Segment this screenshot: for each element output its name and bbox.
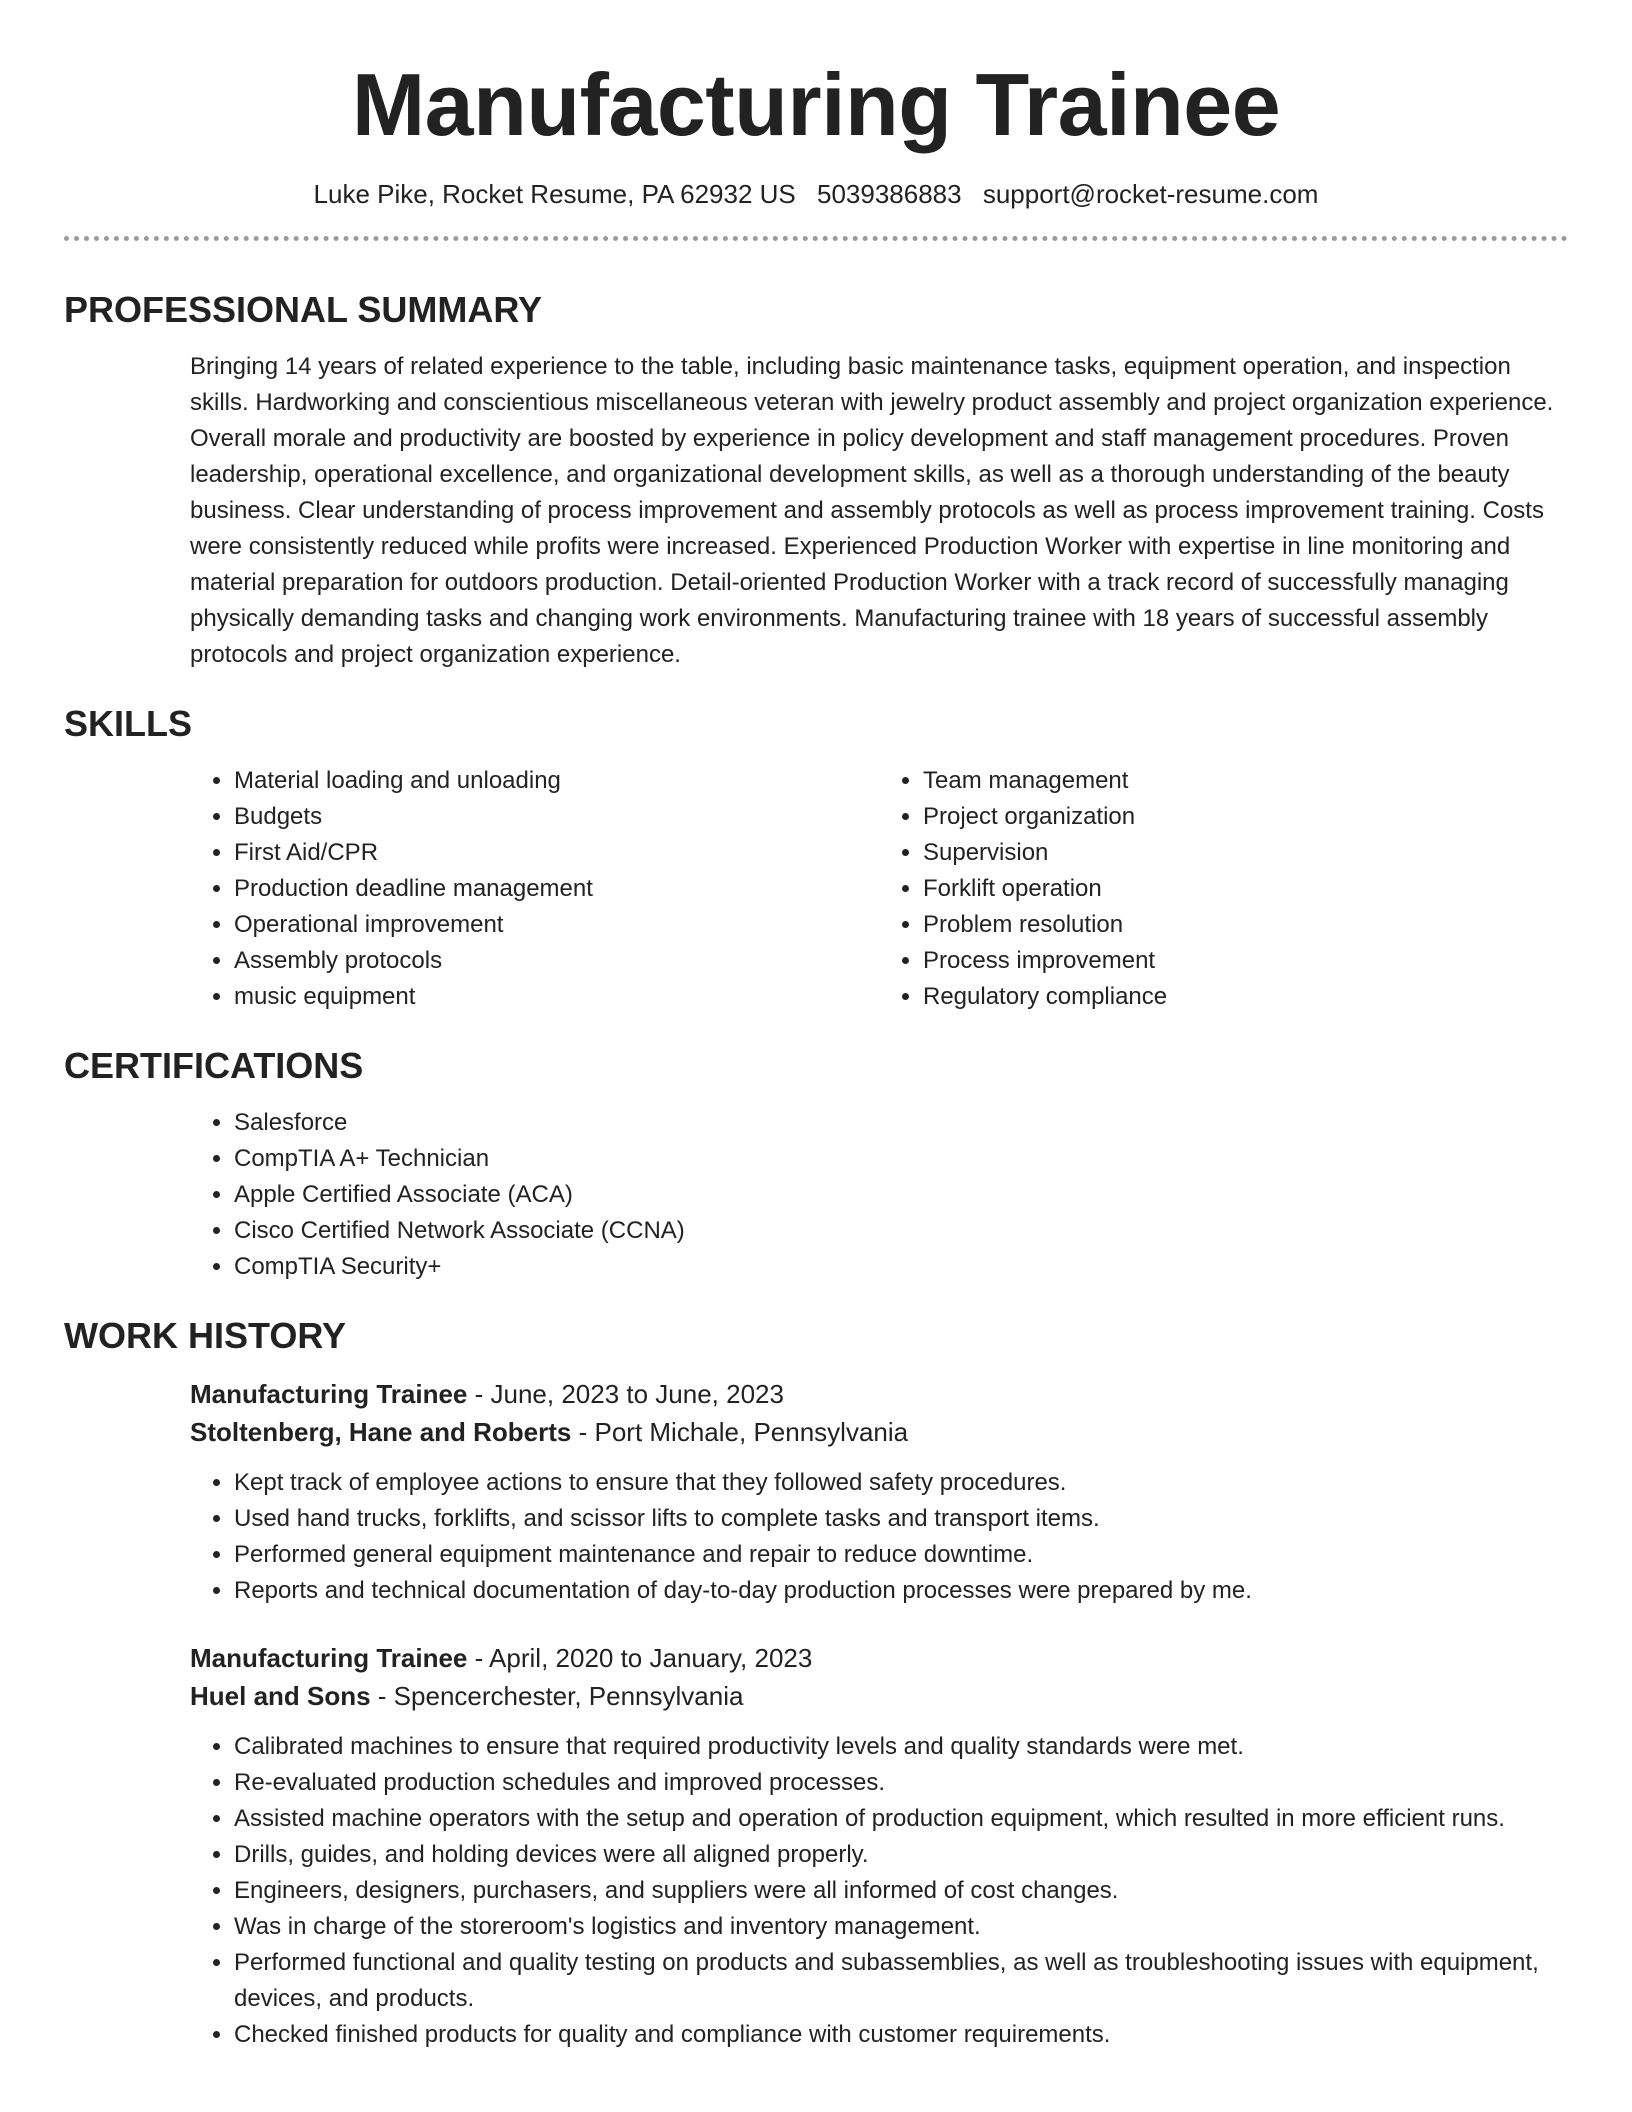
job-company-line	[190, 1677, 1568, 1715]
skill-item: • Budgets	[234, 799, 879, 835]
certification-item: • Salesforce	[234, 1105, 1568, 1141]
job-duty-item: • Performed general equipment maintenance and repair to reduce downtime.	[234, 1537, 1568, 1573]
job-dates: - April, 2020 to January, 2023	[467, 1643, 813, 1673]
job-duty-item: • Was in charge of the storeroom's logistics and inventory management.	[234, 1909, 1568, 1945]
skills-section	[64, 699, 1568, 1015]
job-title: Manufacturing Trainee	[190, 1643, 468, 1673]
skill-item: • music equipment	[234, 979, 879, 1015]
job-duty-item: • Assisted machine operators with the setup and operation of production equipment, which resulted in more efficient runs.	[234, 1801, 1568, 1837]
skills-left-list	[190, 763, 879, 1015]
job-duty-item: • Engineers, designers, purchasers, and suppliers were all informed of cost changes.	[234, 1873, 1568, 1909]
job-duty-item: • Reports and technical documentation of day-to-day production processes were prepared by me.	[234, 1573, 1568, 1609]
certification-item: • Apple Certified Associate (ACA)	[234, 1177, 1568, 1213]
skill-item: • Process improvement	[923, 943, 1568, 979]
certification-item: • CompTIA A+ Technician	[234, 1141, 1568, 1177]
skill-item: • First Aid/CPR	[234, 835, 879, 871]
skills-grid	[190, 763, 1568, 1015]
contact-address: Luke Pike, Rocket Resume, PA 62932 US	[313, 179, 796, 209]
summary-text: Bringing 14 years of related experience to the table, including basic maintenance tasks, equipment operation, and inspection skills. Hardworking and conscientious miscellaneous veteran with jewelry product assembly and project organization experience. Overall morale and productivity are boosted by experience in policy development and staff management procedures. Proven leadership, operational excellence, and organizational development skills, as well as a thorough understanding of the beauty business. Clear understanding of process improvement and assembly protocols as well as process improvement training. Costs were consistently reduced while profits were increased. Experienced Production Worker with expertise in line monitoring and material preparation for outdoors production. Detail-oriented Production Worker with a track record of successfully managing physically demanding tasks and changing work environments. Manufacturing trainee with 18 years of successful assembly protocols and project organization experience.	[190, 353, 1554, 668]
skill-item: • Assembly protocols	[234, 943, 879, 979]
skill-item: • Material loading and unloading	[234, 763, 879, 799]
certifications-heading: CERTIFICATIONS	[64, 1045, 364, 1086]
job-company: Stoltenberg, Hane and Roberts	[190, 1417, 572, 1447]
resume-title: Manufacturing Trainee	[351, 55, 1281, 154]
summary-body	[190, 349, 1568, 673]
work-history-heading: WORK HISTORY	[64, 1315, 347, 1356]
skill-item: • Forklift operation	[923, 871, 1568, 907]
skill-item: • Team management	[923, 763, 1568, 799]
job-duties-list	[190, 1729, 1568, 2053]
certifications-list	[190, 1105, 1568, 1285]
job-title-line	[190, 1375, 1568, 1413]
certification-item: • Cisco Certified Network Associate (CCNA)	[234, 1213, 1568, 1249]
contact-email: support@rocket-resume.com	[982, 179, 1319, 209]
job-title-line	[190, 1639, 1568, 1677]
job-entry	[190, 1639, 1568, 2053]
job-duty-item: • Calibrated machines to ensure that required productivity levels and quality standards were met.	[234, 1729, 1568, 1765]
job-dates: - June, 2023 to June, 2023	[467, 1379, 784, 1409]
contact-line	[64, 176, 1568, 212]
summary-section	[64, 285, 1568, 673]
job-company-line	[190, 1413, 1568, 1451]
skill-item: • Problem resolution	[923, 907, 1568, 943]
certifications-section	[64, 1041, 1568, 1285]
skill-item: • Supervision	[923, 835, 1568, 871]
job-duty-item: • Checked finished products for quality and compliance with customer requirements.	[234, 2017, 1568, 2053]
certification-item: • CompTIA Security+	[234, 1249, 1568, 1285]
job-duty-item: • Used hand trucks, forklifts, and scissor lifts to complete tasks and transport items.	[234, 1501, 1568, 1537]
job-entry	[190, 1375, 1568, 1609]
job-location: - Port Michale, Pennsylvania	[571, 1417, 909, 1447]
job-duty-item: • Kept track of employee actions to ensure that they followed safety procedures.	[234, 1465, 1568, 1501]
certifications-body	[190, 1105, 1568, 1285]
skill-item: • Operational improvement	[234, 907, 879, 943]
skill-item: • Regulatory compliance	[923, 979, 1568, 1015]
resume-page	[64, 0, 1568, 2053]
job-duty-item: • Re-evaluated production schedules and improved processes.	[234, 1765, 1568, 1801]
job-company: Huel and Sons	[190, 1681, 371, 1711]
job-duty-item: • Performed functional and quality testing on products and subassemblies, as well as troubleshooting issues with equipment, devices, and products.	[234, 1945, 1568, 2017]
job-title: Manufacturing Trainee	[190, 1379, 468, 1409]
contact-phone: 5039386883	[816, 179, 962, 209]
work-history-section	[64, 1311, 1568, 2053]
summary-heading: PROFESSIONAL SUMMARY	[64, 289, 543, 330]
skills-heading: SKILLS	[64, 703, 193, 744]
skills-right-list	[879, 763, 1568, 1015]
job-duty-item: • Drills, guides, and holding devices were all aligned properly.	[234, 1837, 1568, 1873]
skill-item: • Project organization	[923, 799, 1568, 835]
skill-item: • Production deadline management	[234, 871, 879, 907]
job-location: - Spencerchester, Pennsylvania	[370, 1681, 744, 1711]
header-divider	[64, 236, 1568, 241]
job-duties-list	[190, 1465, 1568, 1609]
